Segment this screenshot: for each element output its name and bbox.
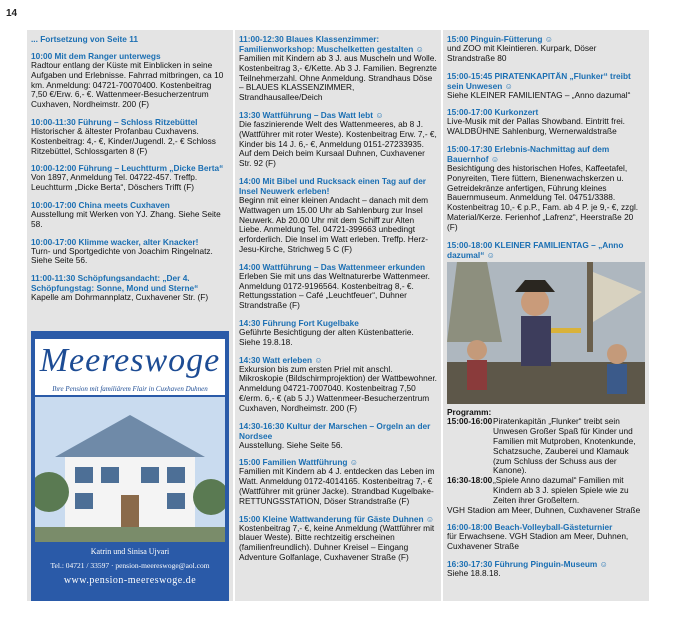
event-neuwerk: [239, 176, 437, 255]
event-title-text: 13:30 Wattführung – Das Watt lebt: [239, 109, 373, 120]
event-body: Besichtigung des historischen Hofes, Kaffeetafel, Ponyreiten, Tiere füttern, Bienenwachskerzen u. Getreidekränze anfertigen, Führung kleines Bauernmuseum. Anmeldung Tel. 04751/3388. Kostenbeitrag 10,- € p.P., Fam. ab 4 P. je 9,- €, zzgl. Material/Kerze. Ferienhof „Lafrenz“, Heerstraße 20 (F): [447, 162, 639, 232]
smiley-icon: ☺: [599, 558, 609, 569]
event-kurkonzert: [447, 107, 645, 137]
event-title-text: 15:00 Kleine Wattwanderung für Gäste Duhnen: [239, 513, 424, 524]
event-body: Exkursion bis zum ersten Priel mit anschl. Mikroskopie (Bildschirmprojektion) der Wattbewohner. Anmeldung 04721-7007040. Kostenbeitrag 7,50 €/erm. 6,- € (ab 5 J.) Wattenmeer-Besucherzentrum Cuxhaven, Nordheimstr. 200 (F): [239, 363, 437, 413]
event-title-text: 11:00-12:30 Blaues Klassenzimmer: Familienworkshop: Muschelketten gestalten: [239, 34, 414, 54]
pirate-photo: [447, 262, 645, 404]
event-title: 15:00-17:00 Kurkonzert: [447, 107, 539, 118]
event-ranger: [31, 51, 229, 110]
smiley-icon: ☺: [375, 109, 384, 120]
event-pinguin-museum: [447, 559, 645, 579]
event-title: [447, 71, 645, 91]
event-volleyball: [447, 522, 645, 552]
ad-owners: Katrin und Sinisa Ujvari: [90, 547, 170, 556]
program-section: [447, 408, 645, 516]
event-body: Siehe KLEINER FAMILIENTAG – „Anno dazumal“: [447, 89, 631, 100]
event-body: Radtour entlang der Küste mit Einblicken in seine Aufgaben und Erlebnisse. Fahrrad mitbringen, ca 10 km. Anmeldung: 04721-70070400. Kostenbeitrag 7,50 €/Erw. 6,- €. Wattenmeer-Besucherzentrum Cuxhaven, Nordheimstr. 200 (F): [31, 60, 224, 110]
event-body: Historischer & ältester Profanbau Cuxhavens. Kostenbeitrag: 4,- €, Kinder/Jugendl. 2,- € Schloss Ritzebüttel, Schlossgarten 8 (F): [31, 125, 216, 156]
pension-house-photo: [35, 397, 225, 542]
event-title-text: 15:00-18:00 KLEINER FAMILIENTAG – „Anno dazumal“: [447, 239, 624, 260]
event-body: und ZOO mit Kleintieren. Kurpark, Döser Strandstraße 80: [447, 43, 597, 63]
event-title: 16:00-18:00 Beach-Volleyball-Gästeturnier: [447, 522, 613, 533]
event-title-text: 15:00 Familien Wattführung: [239, 457, 348, 468]
event-body: Ausstellung. Siehe Seite 56.: [239, 439, 343, 450]
event-continuation: [31, 34, 229, 44]
event-title-text: 16:30-17:30 Führung Pinguin-Museum: [447, 558, 598, 569]
page-number: 14: [6, 8, 18, 19]
column-3: [443, 30, 649, 601]
event-piratenkapitaen: [447, 71, 645, 101]
program-text: Piratenkapitän „Flunker“ treibt sein Unwesen Großer Spaß für Kinder und Familien mit Mutproben, Knotenkunde, Schatzsuche, Zauberei und Klamauk (zum Schluss der Schuss aus der Kanone).: [493, 416, 636, 476]
event-andacht: [31, 273, 229, 303]
program-location: VGH Stadion am Meer, Duhnen, Cuxhavener Straße: [447, 504, 641, 515]
ad-contact: Tel.: 04721 / 33597 · pension-meereswoge@aol.com: [50, 561, 210, 570]
smiley-icon: ☺: [504, 80, 514, 91]
event-title: 11:00-11:30 Schöpfungsandacht: „Der 4. Schöpfungstag: Sonne, Mond und Sterne“: [31, 273, 199, 294]
event-bauernhof: [447, 144, 645, 233]
event-familien-watt: [239, 457, 437, 506]
event-fort-kugelbake: [239, 318, 437, 348]
event-title: [447, 144, 645, 164]
event-body: Siehe 18.8.18.: [447, 567, 501, 578]
event-title: 10:00-12:00 Führung – Leuchtturm „Dicke Berta“: [31, 163, 224, 174]
smiley-icon: ☺: [486, 249, 496, 260]
ad-website: www.pension-meereswoge.de: [63, 575, 197, 586]
smiley-icon: ☺: [349, 457, 359, 468]
event-title: 10:00-17:00 China meets Cuxhaven: [31, 199, 170, 210]
program-row: [447, 417, 645, 476]
event-body: Familien mit Kindern ab 3 J. aus Muscheln und Wolle. Kostenbeitrag 3,- €/Kette. Ab 3 J. Familien. Begrenzte Teilnehmerzahl. Ohne Anmeldung. Strandhaus Döse – BLAUES KLASSENZIMMER, Strandhausallee/Deich: [239, 53, 437, 103]
event-body: Von 1897, Anmeldung Tel. 04722-457. Treffp. Leuchtturm „Dicke Berta“, Döschers Trifft (F): [31, 172, 198, 193]
house-illustration: [35, 397, 225, 542]
event-title: 14:00 Wattführung – Das Wattenmeer erkunden: [239, 261, 426, 272]
event-body: Turn- und Sportgedichte von Joachim Ringelnatz. Siehe Seite 56.: [31, 245, 213, 266]
program-label: Programm:: [447, 406, 492, 417]
event-body: Kostenbeitrag 7,- €, keine Anmeldung (Wattführer mit blauer Weste). Bitte rechtzeitig erscheinen (familienfreundlich). Duhner Kreisel – Eingang Adventure Golfanlage, Cuxhavener Straße (F): [239, 522, 435, 562]
event-title-text: 15:00 Pinguin-Fütterung: [447, 34, 543, 44]
event-body: Familien mit Kindern ab 4 J. entdecken das Leben im Watt. Anmeldung 0172-4014165. Kostenbeitrag 7,- € (Wattführer mit grüner Jacke). Strandbad Kugelbake-RETTUNGSSTATION, Döser Strandstraße (F): [239, 466, 435, 506]
event-marschen: [239, 421, 437, 451]
event-china: [31, 200, 229, 230]
program-row: [447, 476, 645, 505]
program-time: 16:30-18:00: [447, 475, 493, 486]
smiley-icon: ☺: [425, 513, 435, 524]
column-1: [27, 30, 233, 601]
program-text: „Spiele Anno dazumal“ Familien mit Kindern ab 3 J. spielen Spiele wie zu Zeiten ihrer Großeltern.: [493, 475, 629, 505]
event-title: 10:00 Mit dem Ranger unterwegs: [31, 51, 161, 61]
event-body: Erleben Sie mit uns das Weltnaturerbe Wattenmeer. Anmeldung 0172-9196564. Kostenbeitrag 8,- €. Rettungsstation – Café „Leuchtfeuer“, Duhner Strandstraße (F): [239, 270, 430, 311]
event-familientag: [447, 240, 645, 260]
event-title: [447, 240, 645, 260]
event-muschelketten: [239, 34, 437, 103]
event-body: Beginn mit einer kleinen Andacht – danach mit dem Wattwagen um 15.00 Uhr ab Sahlenburg zur Insel Neuwerk. Ab 20.00 Uhr mit dem Schiff zur Alten Liebe. Anmeldung Tel. 04721-399663 unbedingt erforderlich. Die Insel im Watt erleben. Treffp. Herz-Jesu-Kirche, Strichweg 5 C (F): [239, 194, 429, 254]
ad-logo: Meereswoge: [35, 339, 225, 383]
smiley-icon: ☺: [415, 44, 425, 54]
event-kleine-watt: [239, 514, 437, 563]
event-body: Ausstellung mit Werken von YJ. Zhang. Siehe Seite 58.: [31, 208, 221, 229]
event-watt-lebt: [239, 110, 437, 169]
event-title: 10:00-11:30 Führung – Schloss Ritzebüttel: [31, 116, 198, 127]
event-title: 10:00-17:00 Klimme wacker, alter Knacker!: [31, 236, 199, 247]
event-title-text: 14:30 Watt erleben: [239, 354, 313, 365]
pirate-illustration: [447, 262, 645, 404]
event-wattenmeer: [239, 262, 437, 311]
event-body: Live-Musik mit der Pallas Showband. Eintritt frei. WALDBÜHNE Sahlenburg, Wernerwaldstraße: [447, 116, 625, 137]
event-klimme: [31, 237, 229, 267]
event-leuchtturm: [31, 163, 229, 193]
event-body: Die faszinierende Welt des Wattenmeeres, ab 8 J. (Wattführer mit roter Weste). Kostenbeitrag Erw. 7,- €, Kinder bis 14 J. 6,- €, Anmeldung 0151-27233935. Auf dem Deich beim Kursaal Duhnen, Cuxhavener Str. 92 (F): [239, 118, 437, 169]
event-title-text: 15:00-15:45 PIRATENKAPITÄN „Flunker“ treibt sein Unwesen: [447, 70, 631, 91]
event-body: Geführte Besichtigung der alten Küstenbatterie. Siehe 19.8.18.: [239, 326, 414, 347]
program-time: 15:00-16:00: [447, 416, 493, 427]
event-title: [239, 514, 437, 524]
event-title: 14:30 Führung Fort Kugelbake: [239, 317, 359, 328]
smiley-icon: ☺: [314, 354, 323, 365]
event-watt-erleben: [239, 355, 437, 414]
event-body: für Erwachsene. VGH Stadion am Meer, Duhnen, Cuxhavener Straße: [447, 531, 629, 552]
event-title-text: 15:00-17:30 Erlebnis-Nachmittag auf dem Bauernhof: [447, 143, 610, 164]
event-title: ... Fortsetzung von Seite 11: [31, 34, 138, 44]
event-title: 14:30-16:30 Kultur der Marschen – Orgeln an der Nordsee: [239, 420, 431, 441]
smiley-icon: ☺: [544, 34, 554, 44]
pension-advertisement: [31, 331, 229, 601]
smiley-icon: ☺: [490, 153, 500, 164]
column-2: [235, 30, 441, 601]
event-title: [239, 34, 437, 54]
event-schloss: [31, 117, 229, 156]
event-title: 14:00 Mit Bibel und Rucksack einen Tag auf der Insel Neuwerk erleben!: [239, 175, 427, 196]
event-body: Kapelle am Dohrmannplatz, Cuxhavener Str. (F): [31, 292, 209, 303]
event-pinguin: [447, 34, 645, 64]
ad-tagline: Ihre Pension mit familiärem Flair in Cuxhaven Duhnen: [35, 383, 225, 395]
